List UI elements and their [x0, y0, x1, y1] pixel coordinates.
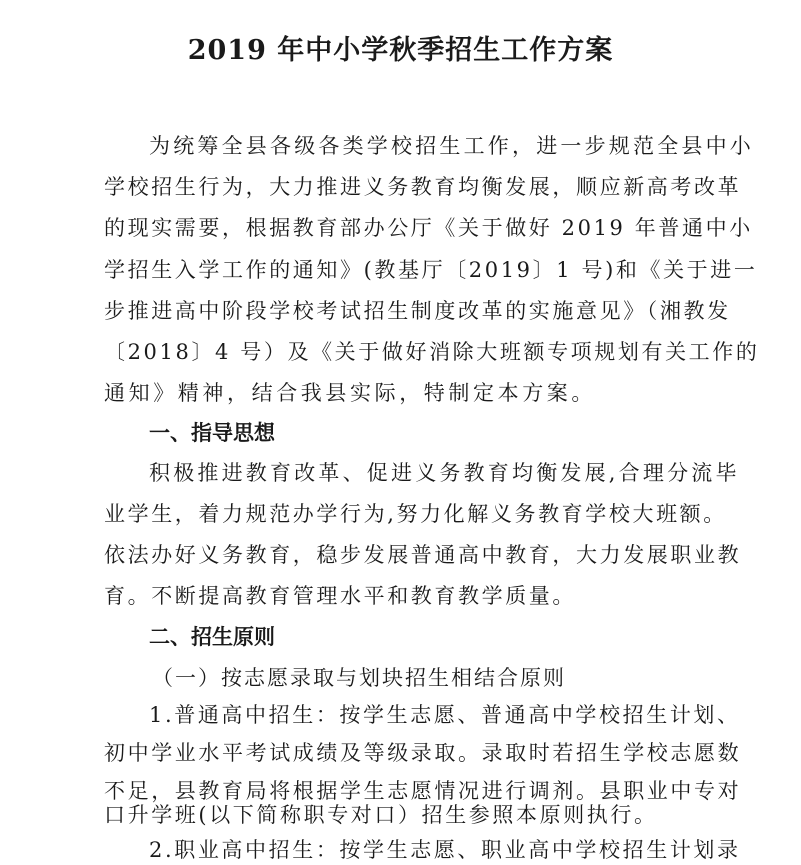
- section1-line: 依法办好义务教育，稳步发展普通高中教育，大力发展职业教: [104, 543, 742, 567]
- intro-line: 学招生入学工作的通知》(教基厅〔2019〕1 号)和《关于进一: [104, 258, 758, 282]
- item2-line: 2.职业高中招生：按学生志愿、职业高中学校招生计划录: [149, 838, 741, 862]
- intro-line: 通知》精神，结合我县实际，特制定本方案。: [104, 381, 596, 405]
- section1-line: 积极推进教育改革、促进义务教育均衡发展,合理分流毕: [149, 461, 740, 485]
- document-title: 2019 年中小学秋季招生工作方案: [187, 35, 614, 66]
- section-heading-enrollment-principles: 二、招生原则: [149, 625, 275, 649]
- item1-line: 不足，县教育局将根据学生志愿情况进行调剂。县职业中专对: [104, 779, 742, 803]
- intro-line: 学校招生行为，大力推进义务教育均衡发展，顺应新高考改革: [104, 175, 742, 199]
- item1-line: 1.普通高中招生：按学生志愿、普通高中学校招生计划、: [149, 703, 741, 727]
- section1-line: 育。不断提高教育管理水平和教育教学质量。: [104, 584, 576, 608]
- item1-line: 初中学业水平考试成绩及等级录取。录取时若招生学校志愿数: [104, 741, 742, 765]
- section-heading-guiding-ideology: 一、指导思想: [149, 421, 275, 445]
- intro-line: 步推进高中阶段学校考试招生制度改革的实施意见》（湘教发: [104, 299, 731, 323]
- intro-line: 的现实需要，根据教育部办公厅《关于做好 2019 年普通中小: [104, 216, 753, 240]
- subsection-heading: （一）按志愿录取与划块招生相结合原则: [152, 666, 566, 690]
- section1-line: 业学生，着力规范办学行为,努力化解义务教育学校大班额。: [104, 502, 727, 526]
- intro-line: 〔2018〕4 号）及《关于做好消除大班额专项规划有关工作的: [104, 340, 760, 364]
- intro-line: 为统筹全县各级各类学校招生工作，进一步规范全县中小: [149, 134, 754, 158]
- item1-line: 口升学班(以下简称职专对口）招生参照本原则执行。: [104, 803, 658, 827]
